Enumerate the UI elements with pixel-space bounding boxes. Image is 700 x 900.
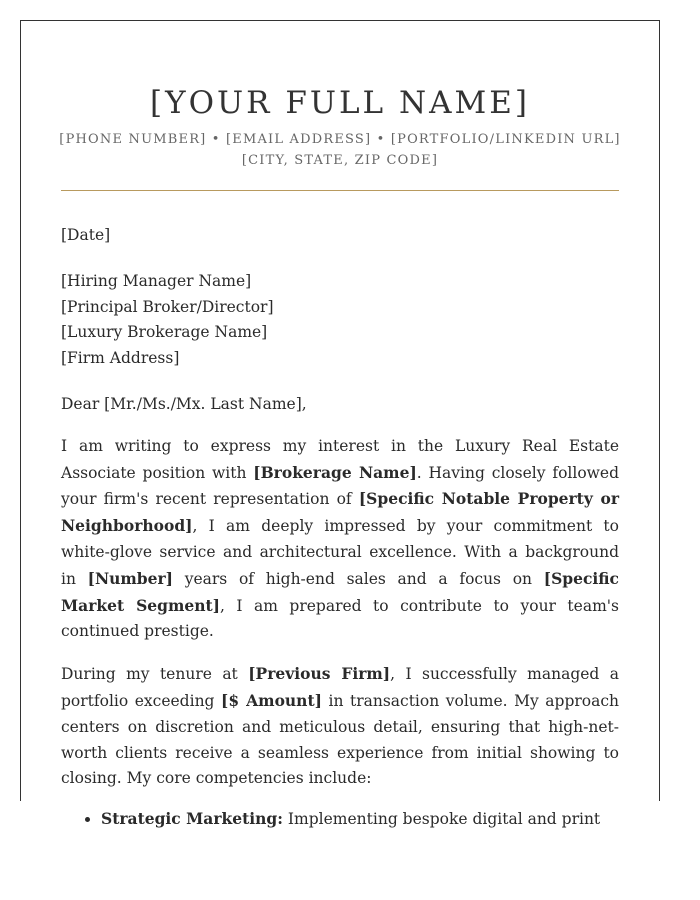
placeholder-brokerage: [Brokerage Name] bbox=[253, 462, 417, 482]
recipient-line: [Luxury Brokerage Name] bbox=[61, 323, 268, 342]
letter-body bbox=[21, 223, 659, 833]
letter-page bbox=[20, 20, 660, 829]
placeholder-amount: [$ Amount] bbox=[221, 690, 322, 710]
placeholder-segment: [Specific Market Segment] bbox=[61, 568, 619, 615]
paragraph-intro: I am writing to express my interest in the Luxury Real Estate Associate position with [Brokerage Name]. Having closely followed your firm's recent representation of [Specific Notable Property or Neighborhood], I am deeply impressed by your commitment to white-glove service and architectural excellence. With a background in [Number] years of high-end sales and a focus on [Specific Market Segment], I am prepared to contribute to your team's continued prestige. bbox=[61, 436, 620, 641]
header-divider bbox=[61, 190, 619, 191]
recipient-line: [Hiring Manager Name] bbox=[61, 271, 252, 290]
letter-date: [Date] bbox=[61, 226, 111, 244]
competency-list bbox=[61, 806, 619, 833]
location-line: [CITY, STATE, ZIP CODE] bbox=[241, 153, 439, 168]
applicant-name: [YOUR FULL NAME] bbox=[150, 85, 530, 121]
competency-text: Implementing bespoke digital and print bbox=[283, 810, 601, 829]
placeholder-years: [Number] bbox=[87, 568, 174, 588]
recipient-block bbox=[61, 269, 619, 372]
recipient-line: [Firm Address] bbox=[61, 349, 180, 368]
list-item bbox=[101, 806, 619, 833]
contact-line: [PHONE NUMBER] • [EMAIL ADDRESS] • [PORTFOLIO/LINKEDIN URL] bbox=[59, 132, 621, 147]
placeholder-property: [Specific Notable Property or Neighborhood] bbox=[61, 489, 619, 536]
placeholder-previous-firm: [Previous Firm] bbox=[248, 664, 391, 684]
competency-label: Strategic Marketing: bbox=[101, 809, 283, 829]
recipient-line: [Principal Broker/Director] bbox=[61, 297, 274, 316]
salutation: Dear [Mr./Ms./Mx. Last Name], bbox=[61, 394, 307, 413]
contact-info bbox=[21, 129, 659, 171]
paragraph-experience: During my tenure at [Previous Firm], I successfully managed a portfolio exceeding [$ Amount] in transaction volume. My approach centers on discretion and meticulous detail, ensuring that high-net-worth clients receive a seamless experience from initial showing to closing. My core competencies include: bbox=[61, 664, 620, 788]
